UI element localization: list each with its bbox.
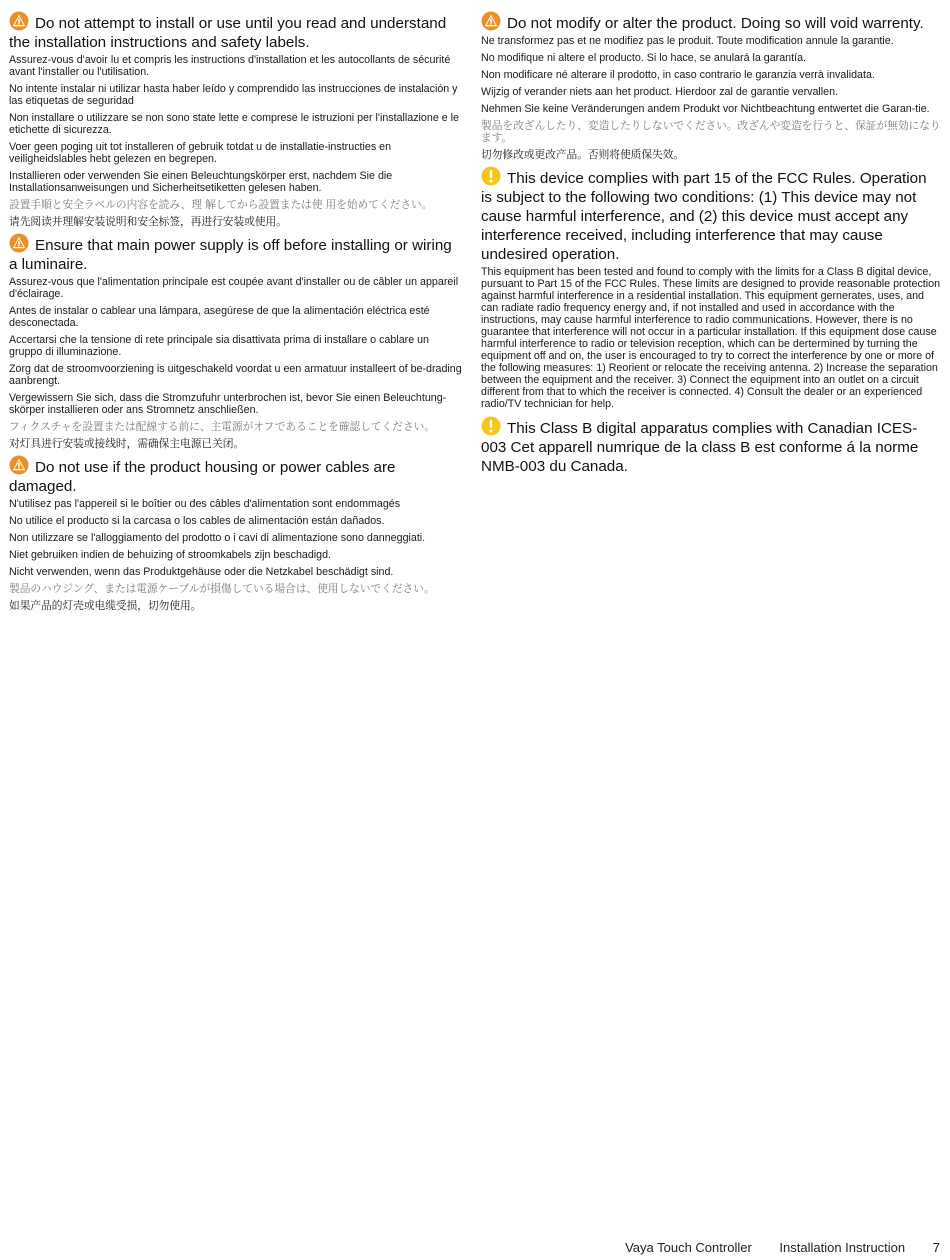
translation-es: No utilice el producto si la carcasa o los cables de alimentación están dañados. bbox=[9, 515, 385, 527]
ices-notice-section bbox=[481, 416, 941, 476]
translation-fr: Assurez-vous que l'alimentation principale est coupée avant d'installer ou de câbler un appareil d'éclairage. bbox=[9, 276, 459, 300]
translation-ja: 設置手順と安全ラベルの内容を読み、理 解してから設置または使 用を始めてください。 bbox=[9, 199, 433, 211]
translation-es: No intente instalar ni utilizar hasta haber leído y comprendido las instrucciones de instalación y las etiquetas de seguridad bbox=[9, 83, 458, 107]
translation-zh: 切勿修改或更改产品。否则将使质保失效。 bbox=[481, 149, 685, 161]
install-warning-section bbox=[9, 11, 464, 228]
section-heading: Do not modify or alter the product. Doing so will void warrenty. bbox=[481, 11, 941, 33]
translation-de: Installieren oder verwenden Sie einen Beleuchtungskörper erst, nachdem Sie die Installationsanweisungen und Sicherheitsetiketten gelesen haben. bbox=[9, 170, 393, 194]
section-heading: Ensure that main power supply is off before installing or wiring a luminaire. bbox=[9, 233, 464, 274]
warning-triangle-icon bbox=[9, 233, 29, 253]
translation-de: Vergewissern Sie sich, dass die Stromzufuhr unterbrochen ist, bevor Sie einen Beleuchtung-skörper installieren oder ans Stromnetz anschließen. bbox=[9, 392, 447, 416]
power-off-warning-section bbox=[9, 233, 464, 450]
warning-triangle-icon bbox=[481, 11, 501, 31]
warning-triangle-icon bbox=[9, 455, 29, 475]
translation-nl: Zorg dat de stroomvoorziening is uitgeschakeld voordat u een armatuur installeert of be-drading aanbrengt. bbox=[9, 363, 462, 387]
translation-ja: 製品を改ざんしたり、変造したりしないでください。改ざんや変造を行うと、保証が無効になります。 bbox=[481, 120, 941, 144]
translation-zh: 请先阅读并理解安装说明和安全标签，再进行安装或使用。 bbox=[9, 216, 287, 228]
fcc-body-text: This equipment has been tested and found to comply with the limits for a Class B digital device, pursuant to Part 15 of the FCC Rules. These limits are designed to provide reasonable protection against harmful interference in a residential installation. This equipment gernerates, uses, and can radiate radio frequency energy and, if not installed and used in accordance with the instructions, may cause harmful interference to radio communications. However, there is no guarantee that interference will not occur in a particular installation. If this equipment dose cause harmful interference to radio or television reception, which can be dertermined by turning the equipment off and on, the user is encouraged to try to correct the interference by one or more of the following measures: 1) Reorient or relocate the receiving antenna. 2) Increase the separation between the equipment and the receiver. 3) Connect the equipment into an outlet on a circuit different from that to which the receiver is connected. 4) Consult the dealer or an experienced radio/TV technician for help. bbox=[481, 266, 941, 410]
translation-nl: Wijzig of verander niets aan het product. Hierdoor zal de garantie vervallen. bbox=[481, 86, 839, 98]
exclamation-circle-icon bbox=[481, 416, 501, 436]
translation-de: Nehmen Sie keine Veränderungen andem Produkt vor Nichtbeachtung entwertet die Garan-tie. bbox=[481, 103, 930, 115]
exclamation-circle-icon bbox=[481, 166, 501, 186]
damage-warning-section bbox=[9, 455, 464, 612]
section-heading: Do not use if the product housing or power cables are damaged. bbox=[9, 455, 464, 496]
right-column bbox=[481, 11, 941, 481]
translation-ja: 製品のハウジング、または電源ケーブルが損傷している場合は、使用しないでください。 bbox=[9, 583, 435, 595]
footer-product-name: Vaya Touch Controller bbox=[625, 1240, 752, 1255]
section-heading: Do not attempt to install or use until you read and understand the installation instructions and safety labels. bbox=[9, 11, 464, 52]
translation-it: Non modificare né alterare il prodotto, in caso contrario le garanzia verrà invalidata. bbox=[481, 69, 875, 81]
translation-ja: フィクスチャを設置または配線する前に、主電源がオフであることを確認してください。 bbox=[9, 421, 436, 433]
translation-fr: N'utilisez pas l'appereil si le boîtier ou des câbles d'alimentation sont endommagés bbox=[9, 498, 401, 510]
translation-it: Non installare o utilizzare se non sono state lette e comprese le istruzioni per l'installazione e le etichette di sicurezza. bbox=[9, 112, 459, 136]
page-number: 7 bbox=[932, 1240, 940, 1255]
footer-document-title: Installation Instruction bbox=[779, 1240, 906, 1255]
translation-nl: Voer geen poging uit tot installeren of gebruik totdat u de installatie-instructies en veiligheidslables hebt gelezen en begrepen. bbox=[9, 141, 392, 165]
section-heading: This Class B digital apparatus complies with Canadian ICES-003 Cet apparell numrique de la class B est conforme á la norme NMB-003 du Canada. bbox=[481, 416, 941, 476]
translation-fr: Assurez-vous d'avoir lu et compris les instructions d'installation et les autocollants de sécurité avant l'installer ou l'utilisation. bbox=[9, 54, 451, 78]
translation-fr: Ne transformez pas et ne modifiez pas le produit. Toute modification annule la garantie. bbox=[481, 35, 894, 47]
modify-warning-section bbox=[481, 11, 941, 161]
fcc-notice-section bbox=[481, 166, 941, 410]
left-column bbox=[9, 11, 464, 617]
page-footer bbox=[625, 1240, 940, 1255]
translation-zh: 对灯具进行安装或接线时，需确保主电源已关闭。 bbox=[9, 438, 245, 450]
warning-triangle-icon bbox=[9, 11, 29, 31]
translation-es: Antes de instalar o cablear una lámpara, asegúrese de que la alimentación eléctrica esté desconectada. bbox=[9, 305, 430, 329]
section-heading: This device complies with part 15 of the FCC Rules. Operation is subject to the following two conditions: (1) This device may not cause harmful interference, and (2) this device must accept any interference received, including interference that may cause undesired operation. bbox=[481, 166, 941, 264]
translation-it: Accertarsi che la tensione di rete principale sia disattivata prima di installare o cablare un gruppo di illuminazione. bbox=[9, 334, 429, 358]
translation-nl: Niet gebruiken indien de behuizing of stroomkabels zijn beschadigd. bbox=[9, 549, 332, 561]
translation-de: Nicht verwenden, wenn das Produktgehäuse oder die Netzkabel beschädigt sind. bbox=[9, 566, 394, 578]
translation-es: No modifique ni altere el producto. Si lo hace, se anulará la garantía. bbox=[481, 52, 806, 64]
translation-zh: 如果产品的灯壳或电缆受损，切勿使用。 bbox=[9, 600, 202, 612]
translation-it: Non utilizzare se l'alloggiamento del prodotto o i cavi di alimentazione sono danneggiati. bbox=[9, 532, 426, 544]
